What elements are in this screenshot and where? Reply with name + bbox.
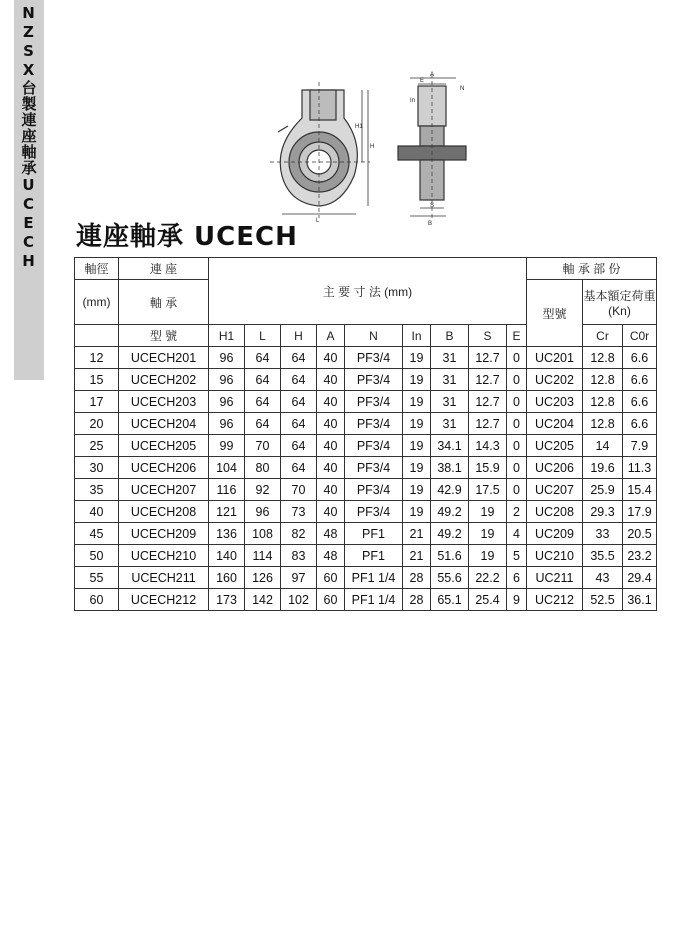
table-row [75, 391, 657, 413]
cell-cr: 12.8 [583, 413, 623, 435]
cell-model: UCECH205 [119, 435, 209, 457]
cell-b: 65.1 [431, 589, 469, 611]
cell-model: UCECH207 [119, 479, 209, 501]
table-row [75, 347, 657, 369]
cell-model: UCECH210 [119, 545, 209, 567]
spec-table [74, 257, 657, 611]
table-row [75, 545, 657, 567]
header-col-a: A [317, 325, 345, 347]
cell-h: 102 [281, 589, 317, 611]
cell-h: 64 [281, 391, 317, 413]
cell-a: 40 [317, 413, 345, 435]
cell-model: UCECH206 [119, 457, 209, 479]
table-row [75, 567, 657, 589]
cell-s: 25.4 [469, 589, 507, 611]
label-n: N [460, 86, 465, 92]
cell-b: 31 [431, 413, 469, 435]
cell-c0r: 11.3 [623, 457, 657, 479]
header-col-in: In [403, 325, 431, 347]
cell-cr: 33 [583, 523, 623, 545]
label-h: H [370, 144, 375, 150]
cell-shaft: 35 [75, 479, 119, 501]
cell-l: 80 [245, 457, 281, 479]
header-blank [75, 325, 119, 347]
header-col-e: E [507, 325, 527, 347]
cell-bearing: UC207 [527, 479, 583, 501]
cell-b: 55.6 [431, 567, 469, 589]
header-col-n: N [345, 325, 403, 347]
cell-s: 14.3 [469, 435, 507, 457]
cell-model: UCECH211 [119, 567, 209, 589]
cell-bearing: UC209 [527, 523, 583, 545]
cell-in: 28 [403, 567, 431, 589]
cell-bearing: UC210 [527, 545, 583, 567]
cell-a: 40 [317, 347, 345, 369]
cell-cr: 14 [583, 435, 623, 457]
cell-l: 114 [245, 545, 281, 567]
cell-l: 108 [245, 523, 281, 545]
side-tab-label: NZSX台製連座軸承UCECH [19, 4, 38, 271]
cell-h1: 96 [209, 413, 245, 435]
cell-cr: 25.9 [583, 479, 623, 501]
cell-c0r: 6.6 [623, 369, 657, 391]
cell-n: PF3/4 [345, 479, 403, 501]
cell-c0r: 15.4 [623, 479, 657, 501]
cell-in: 19 [403, 413, 431, 435]
cell-h: 97 [281, 567, 317, 589]
cell-bearing: UC202 [527, 369, 583, 391]
cell-e: 0 [507, 413, 527, 435]
cell-h: 64 [281, 435, 317, 457]
cell-n: PF1 1/4 [345, 589, 403, 611]
header-cr: Cr [583, 325, 623, 347]
cell-model: UCECH203 [119, 391, 209, 413]
technical-drawing [270, 68, 490, 228]
cell-h: 70 [281, 479, 317, 501]
label-b: B [428, 221, 433, 227]
cell-bearing: UC204 [527, 413, 583, 435]
cell-s: 19 [469, 501, 507, 523]
cell-b: 31 [431, 369, 469, 391]
cell-shaft: 12 [75, 347, 119, 369]
cell-a: 48 [317, 523, 345, 545]
cell-shaft: 30 [75, 457, 119, 479]
cell-shaft: 25 [75, 435, 119, 457]
header-load-rating [583, 280, 657, 325]
cell-in: 19 [403, 347, 431, 369]
cell-s: 15.9 [469, 457, 507, 479]
cell-shaft: 55 [75, 567, 119, 589]
cell-in: 19 [403, 501, 431, 523]
header-housing-3: 型 號 [119, 325, 209, 347]
cell-a: 40 [317, 457, 345, 479]
header-shaft: 軸徑 [75, 258, 119, 280]
cell-h: 64 [281, 457, 317, 479]
cell-h1: 104 [209, 457, 245, 479]
table-row [75, 435, 657, 457]
header-col-l: L [245, 325, 281, 347]
cell-bearing: UC208 [527, 501, 583, 523]
cell-shaft: 50 [75, 545, 119, 567]
cell-e: 0 [507, 479, 527, 501]
cell-h: 82 [281, 523, 317, 545]
cell-n: PF1 1/4 [345, 567, 403, 589]
cell-h: 73 [281, 501, 317, 523]
cell-h1: 96 [209, 369, 245, 391]
cell-shaft: 60 [75, 589, 119, 611]
cell-l: 96 [245, 501, 281, 523]
table-row [75, 479, 657, 501]
label-s: S [430, 203, 435, 209]
cell-e: 2 [507, 501, 527, 523]
cell-e: 0 [507, 347, 527, 369]
cell-model: UCECH212 [119, 589, 209, 611]
cell-in: 19 [403, 369, 431, 391]
cell-e: 0 [507, 457, 527, 479]
cell-l: 70 [245, 435, 281, 457]
cell-l: 142 [245, 589, 281, 611]
cell-l: 64 [245, 413, 281, 435]
cell-h1: 160 [209, 567, 245, 589]
cell-b: 31 [431, 391, 469, 413]
header-mm: (mm) [75, 280, 119, 325]
cell-cr: 19.6 [583, 457, 623, 479]
cell-model: UCECH209 [119, 523, 209, 545]
cell-b: 31 [431, 347, 469, 369]
header-main-dims: 主 要 寸 法 (mm) [209, 258, 527, 325]
cell-h1: 140 [209, 545, 245, 567]
header-col-b: B [431, 325, 469, 347]
cell-a: 48 [317, 545, 345, 567]
cell-e: 6 [507, 567, 527, 589]
cell-n: PF1 [345, 545, 403, 567]
cell-n: PF3/4 [345, 391, 403, 413]
cell-model: UCECH204 [119, 413, 209, 435]
cell-h: 83 [281, 545, 317, 567]
cell-n: PF3/4 [345, 413, 403, 435]
label-e: E [420, 78, 425, 84]
header-load-rating-label: 基本額定荷重 [583, 288, 656, 303]
cell-b: 34.1 [431, 435, 469, 457]
cell-s: 12.7 [469, 347, 507, 369]
cell-c0r: 6.6 [623, 391, 657, 413]
cell-a: 60 [317, 567, 345, 589]
cell-c0r: 7.9 [623, 435, 657, 457]
cell-h1: 116 [209, 479, 245, 501]
header-c0r: C0r [623, 325, 657, 347]
cell-n: PF3/4 [345, 369, 403, 391]
cell-shaft: 15 [75, 369, 119, 391]
cell-c0r: 6.6 [623, 347, 657, 369]
table-row [75, 413, 657, 435]
cell-s: 12.7 [469, 413, 507, 435]
cell-n: PF3/4 [345, 347, 403, 369]
label-a: A [430, 72, 435, 78]
cell-n: PF1 [345, 523, 403, 545]
cell-e: 0 [507, 435, 527, 457]
cell-h1: 136 [209, 523, 245, 545]
cell-l: 64 [245, 391, 281, 413]
cell-in: 19 [403, 435, 431, 457]
cell-a: 40 [317, 369, 345, 391]
cell-model: UCECH201 [119, 347, 209, 369]
cell-s: 17.5 [469, 479, 507, 501]
cell-b: 49.2 [431, 501, 469, 523]
cell-bearing: UC201 [527, 347, 583, 369]
cell-n: PF3/4 [345, 435, 403, 457]
cell-in: 21 [403, 523, 431, 545]
header-col-h1: H1 [209, 325, 245, 347]
table-row [75, 523, 657, 545]
cell-e: 0 [507, 369, 527, 391]
cell-s: 22.2 [469, 567, 507, 589]
label-in: In [410, 98, 416, 104]
cell-h1: 96 [209, 347, 245, 369]
cell-cr: 12.8 [583, 369, 623, 391]
cell-h1: 99 [209, 435, 245, 457]
cell-bearing: UC203 [527, 391, 583, 413]
cell-b: 49.2 [431, 523, 469, 545]
table-row [75, 457, 657, 479]
cell-a: 40 [317, 391, 345, 413]
cell-bearing: UC212 [527, 589, 583, 611]
cell-a: 40 [317, 479, 345, 501]
cell-cr: 29.3 [583, 501, 623, 523]
cell-l: 64 [245, 347, 281, 369]
cell-in: 19 [403, 457, 431, 479]
cell-bearing: UC205 [527, 435, 583, 457]
cell-h1: 96 [209, 391, 245, 413]
cell-c0r: 6.6 [623, 413, 657, 435]
cell-in: 19 [403, 391, 431, 413]
cell-c0r: 17.9 [623, 501, 657, 523]
cell-model: UCECH208 [119, 501, 209, 523]
cell-in: 28 [403, 589, 431, 611]
front-view [270, 82, 370, 218]
cell-h: 64 [281, 369, 317, 391]
cell-h1: 121 [209, 501, 245, 523]
cell-b: 51.6 [431, 545, 469, 567]
cell-cr: 12.8 [583, 347, 623, 369]
header-kn: (Kn) [608, 303, 631, 318]
cell-n: PF3/4 [345, 457, 403, 479]
table-row [75, 589, 657, 611]
cell-cr: 35.5 [583, 545, 623, 567]
header-col-h: H [281, 325, 317, 347]
cell-bearing: UC211 [527, 567, 583, 589]
cell-h: 64 [281, 347, 317, 369]
side-tab [14, 0, 44, 380]
cell-n: PF3/4 [345, 501, 403, 523]
header-housing-2: 軸 承 [119, 280, 209, 325]
header-bearing-parts: 軸 承 部 份 [527, 258, 657, 280]
cell-c0r: 20.5 [623, 523, 657, 545]
cell-c0r: 29.4 [623, 567, 657, 589]
cell-s: 19 [469, 545, 507, 567]
cell-model: UCECH202 [119, 369, 209, 391]
label-l: L [316, 218, 320, 224]
side-view [398, 74, 466, 220]
cell-s: 19 [469, 523, 507, 545]
cell-l: 92 [245, 479, 281, 501]
cell-in: 19 [403, 479, 431, 501]
cell-e: 9 [507, 589, 527, 611]
cell-e: 4 [507, 523, 527, 545]
cell-s: 12.7 [469, 391, 507, 413]
cell-s: 12.7 [469, 369, 507, 391]
cell-a: 60 [317, 589, 345, 611]
cell-e: 5 [507, 545, 527, 567]
cell-shaft: 20 [75, 413, 119, 435]
cell-a: 40 [317, 501, 345, 523]
cell-e: 0 [507, 391, 527, 413]
page-title: 連座軸承 UCECH [76, 222, 298, 252]
cell-c0r: 23.2 [623, 545, 657, 567]
cell-h1: 173 [209, 589, 245, 611]
cell-c0r: 36.1 [623, 589, 657, 611]
header-housing-1: 連 座 [119, 258, 209, 280]
cell-cr: 12.8 [583, 391, 623, 413]
cell-in: 21 [403, 545, 431, 567]
cell-h: 64 [281, 413, 317, 435]
cell-cr: 43 [583, 567, 623, 589]
cell-shaft: 40 [75, 501, 119, 523]
label-h1: H1 [355, 124, 363, 130]
cell-l: 64 [245, 369, 281, 391]
cell-bearing: UC206 [527, 457, 583, 479]
header-col-s: S [469, 325, 507, 347]
header-bearing-model: 型號 [527, 280, 583, 347]
table-row [75, 501, 657, 523]
cell-b: 42.9 [431, 479, 469, 501]
cell-shaft: 17 [75, 391, 119, 413]
cell-shaft: 45 [75, 523, 119, 545]
table-row [75, 369, 657, 391]
cell-b: 38.1 [431, 457, 469, 479]
cell-a: 40 [317, 435, 345, 457]
cell-l: 126 [245, 567, 281, 589]
cell-cr: 52.5 [583, 589, 623, 611]
